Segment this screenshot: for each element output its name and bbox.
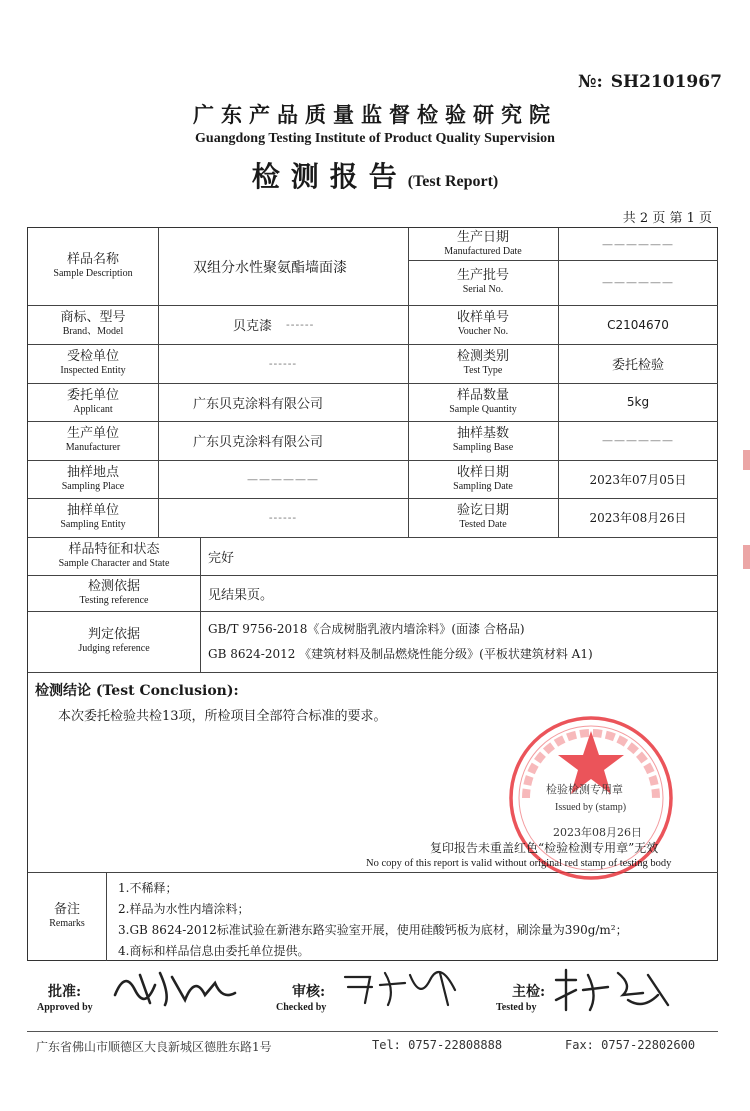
row-divider: [28, 672, 718, 673]
serial-no-value: ——————: [602, 276, 674, 289]
report-title-en: (Test Report): [407, 173, 499, 190]
model-value: ------: [286, 318, 315, 331]
sample-description-value: 双组分水性聚氨酯墙面漆: [193, 259, 347, 276]
sampling-date-value: 2023年07月05日: [589, 472, 687, 487]
applicant-value: 广东贝克涂料有限公司: [193, 396, 324, 412]
institute-name-en: Guangdong Testing Institute of Product Quality Supervision: [195, 131, 555, 146]
checked-label: 审核:: [292, 984, 326, 1000]
seam-stamp-fragment: [743, 545, 750, 569]
stamp-text-cn: 检验检测专用章: [546, 783, 623, 796]
stamp-text-en: Issued by (stamp): [555, 802, 627, 813]
report-title-cn: 检测报告: [251, 160, 408, 193]
report-number-label: №:: [578, 72, 603, 92]
sample-quantity-value: 5kg: [626, 395, 650, 409]
sampling-base-label: 抽样基数 Sampling Base: [452, 426, 514, 454]
approved-label: 批准:: [48, 984, 82, 1000]
applicant-label: 委托单位 Applicant: [66, 387, 119, 415]
judging-reference-line1: GB/T 9756-2018《合成树脂乳液内墙涂料》(面漆 合格品): [208, 621, 525, 636]
sampling-entity-value: ------: [268, 511, 298, 524]
inspected-entity-value: ------: [268, 357, 298, 370]
manufacturer-value: 广东贝克涂料有限公司: [193, 435, 324, 450]
footer-address: 广东省佛山市顺德区大良新城区德胜东路1号: [36, 1040, 272, 1054]
sample-character-value: 完好: [208, 550, 235, 566]
copy-notice-cn: 复印报告未重盖红色“检验检测专用章”无效: [430, 841, 659, 855]
tested-label-en: Tested by: [496, 1002, 537, 1013]
report-number-value: SH2101967: [610, 72, 722, 92]
manufactured-date-label: 生产日期 Manufactured Date: [444, 229, 522, 257]
checked-label-en: Checked by: [276, 1002, 327, 1013]
serial-no-label: 生产批号 Serial No.: [456, 268, 509, 296]
test-type-value: 委托检验: [611, 358, 664, 373]
voucher-no-label: 收样单号 Voucher No.: [456, 310, 509, 338]
tested-date-label: 验讫日期 Tested Date: [456, 503, 509, 531]
report-number: [578, 72, 722, 92]
tested-date-value: 2023年08月26日: [589, 511, 687, 525]
testing-reference-label: 检测依据 Testing reference: [79, 578, 149, 606]
page-info: 共 2 页 第 1 页: [622, 211, 712, 226]
sample-description-label: 样品名称 Sample Description: [53, 252, 133, 280]
judging-reference-line2: GB 8624-2012 《建筑材料及制品燃烧性能分级》(平板状建筑材料 A1): [208, 646, 593, 661]
stamp-date: 2023年08月26日: [553, 826, 642, 839]
manufacturer-label: 生产单位 Manufacturer: [65, 426, 121, 454]
remarks-label: 备注 Remarks: [49, 902, 85, 930]
remark-item: 4.商标和样品信息由委托单位提供。: [118, 944, 310, 958]
institute-name-cn: 广东产品质量监督检验研究院: [193, 102, 557, 127]
conclusion-title: 检测结论 (Test Conclusion):: [35, 683, 239, 699]
copy-notice-en: No copy of this report is valid without original red stamp of testing body: [366, 858, 672, 869]
col-divider: [106, 872, 107, 961]
brand-model-value: [233, 305, 403, 344]
voucher-no-value: C2104670: [607, 317, 669, 332]
sampling-place-label: 抽样地点 Sampling Place: [61, 464, 125, 492]
test-type-label: 检测类别 Test Type: [456, 349, 509, 377]
sampling-place-value: ——————: [247, 472, 319, 486]
col-divider: [200, 537, 201, 672]
sampling-date-label: 收样日期 Sampling Date: [453, 464, 513, 492]
footer-divider: [27, 1031, 718, 1032]
remark-item: 3.GB 8624-2012标准试验在新港东路实验室开展，使用硅酸钙板为底材，刷涂量为390g/m²；: [118, 923, 628, 937]
checked-signature: [340, 965, 470, 1010]
approved-label-en: Approved by: [37, 1002, 93, 1013]
sample-quantity-label: 样品数量 Sample Quantity: [449, 387, 517, 415]
inspected-entity-label: 受检单位 Inspected Entity: [60, 349, 126, 377]
manufactured-date-value: ——————: [602, 237, 674, 251]
brand-value: 贝克漆: [233, 319, 273, 334]
judging-reference-label: 判定依据 Judging reference: [78, 627, 150, 655]
report-title: [0, 155, 750, 195]
conclusion-text: 本次委托检验共检13项，所检项目全部符合标准的要求。: [58, 709, 387, 724]
remark-item: 2.样品为水性内墙涂料；: [118, 902, 250, 916]
tested-signature: [548, 965, 678, 1015]
seam-stamp-fragment: [743, 450, 750, 470]
approved-signature: [110, 965, 240, 1010]
brand-model-label: 商标、型号 Brand、Model: [60, 310, 126, 338]
sampling-base-value: ——————: [602, 434, 674, 447]
footer-fax: Fax: 0757-22802600: [565, 1038, 696, 1052]
sample-character-label: 样品特征和状态 Sample Character and State: [58, 541, 170, 569]
sampling-entity-label: 抽样单位 Sampling Entity: [60, 503, 126, 531]
tested-label: 主检:: [512, 984, 546, 1000]
footer-tel: Tel: 0757-22808888: [372, 1038, 503, 1052]
testing-reference-value: 见结果页。: [208, 587, 274, 603]
remark-item: 1.不稀释；: [118, 881, 178, 895]
report-table: [27, 227, 718, 961]
